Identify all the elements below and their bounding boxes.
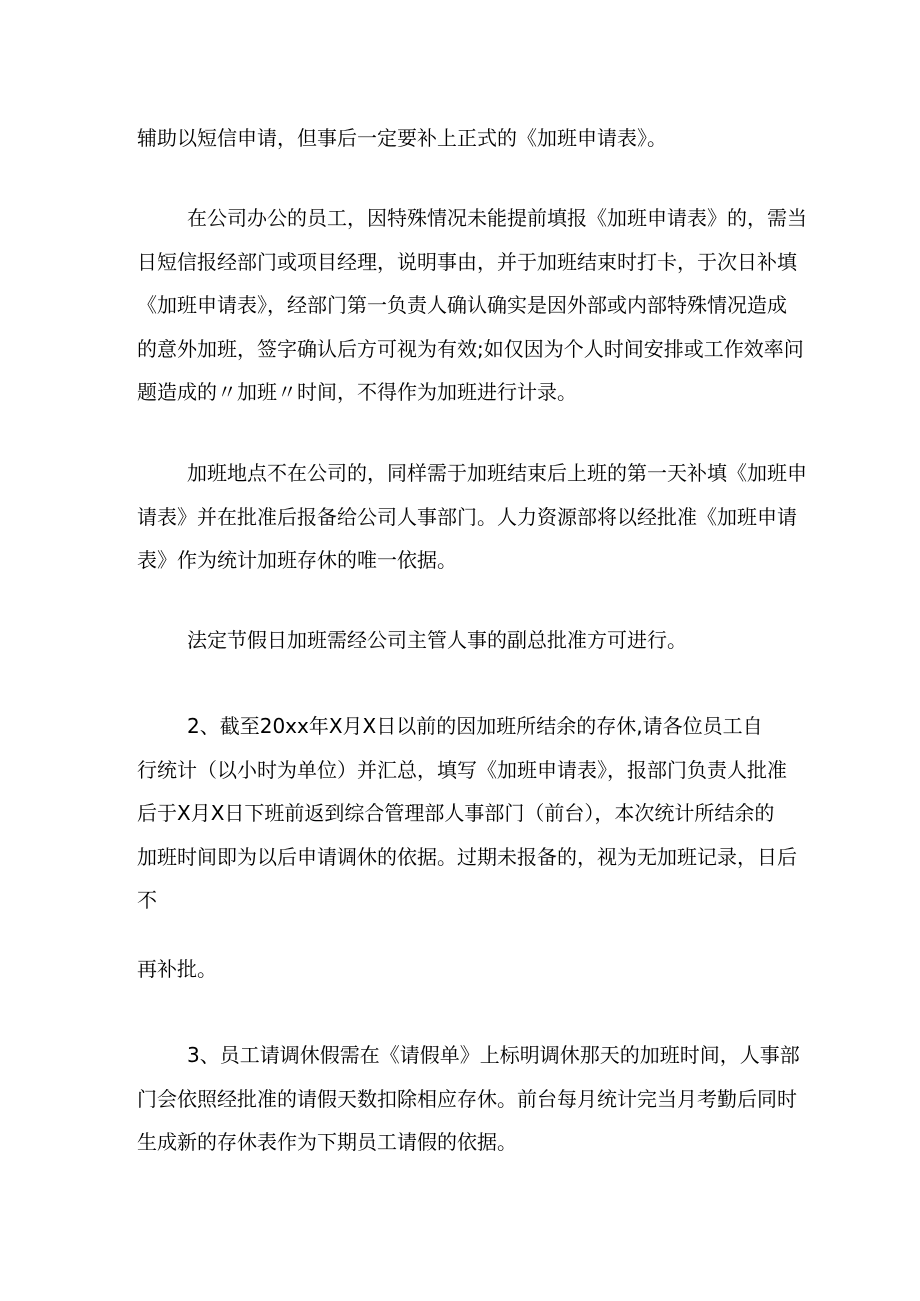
text-line: 后于X月X日下班前返到综合管理部人事部门（前台），本次统计所结余的 xyxy=(137,801,775,825)
text-line: 3、员工请调休假需在《请假单》上标明调休那天的加班时间，人事部 xyxy=(187,1043,800,1067)
paragraph-offsite-overtime xyxy=(137,452,857,583)
paragraph-holiday-overtime xyxy=(137,619,857,663)
text-line: 门会依照经批准的请假天数扣除相应存休。前台每月统计完当月考勤后同时 xyxy=(137,1086,797,1111)
text-line: 在公司办公的员工，因特殊情况未能提前填报《加班申请表》的，需当 xyxy=(187,206,807,230)
text-line: 表》作为统计加班存休的唯一依据。 xyxy=(137,548,457,572)
text-line: 行统计（以小时为单位）并汇总，填写《加班申请表》，报部门负责人批准 xyxy=(137,757,787,782)
paragraph-item-3 xyxy=(137,1034,857,1165)
text-line: 题造成的〃加班〃时间，不得作为加班进行计录。 xyxy=(137,380,577,404)
text-line: 请表》并在批准后报备给公司人事部门。人力资源部将以经批准《加班申请 xyxy=(137,504,797,529)
text-line: 加班地点不在公司的，同样需于加班结束后上班的第一天补填《加班申 xyxy=(187,461,807,485)
text-line: 不 xyxy=(137,888,157,912)
text-line: 《加班申请表》，经部门第一负责人确认确实是因外部或内部特殊情况造成 xyxy=(137,293,787,317)
text-line: 的意外加班，签字确认后方可视为有效;如仅因为个人时间安排或工作效率问 xyxy=(137,336,804,361)
text-line: 辅助以短信申请，但事后一定要补上正式的《加班申请表》。 xyxy=(137,126,667,150)
paragraph-item-2-continued xyxy=(137,948,857,992)
paragraph-office-overtime xyxy=(137,197,857,415)
text-line: 生成新的存休表作为下期员工请假的依据。 xyxy=(137,1130,517,1154)
text-line: 再补批。 xyxy=(137,957,217,981)
text-line: 2、截至20xx年X月X日以前的因加班所结余的存休,请各位员工自 xyxy=(187,714,763,738)
text-line: 日短信报经部门或项目经理，说明事由，并于加班结束时打卡，于次日补填 xyxy=(137,249,797,274)
text-line: 加班时间即为以后申请调休的依据。过期未报备的，视为无加班记录，日后 xyxy=(137,844,797,869)
text-line: 法定节假日加班需经公司主管人事的副总批准方可进行。 xyxy=(187,628,687,652)
paragraph-sms-application xyxy=(137,117,857,161)
paragraph-item-2 xyxy=(137,705,857,923)
